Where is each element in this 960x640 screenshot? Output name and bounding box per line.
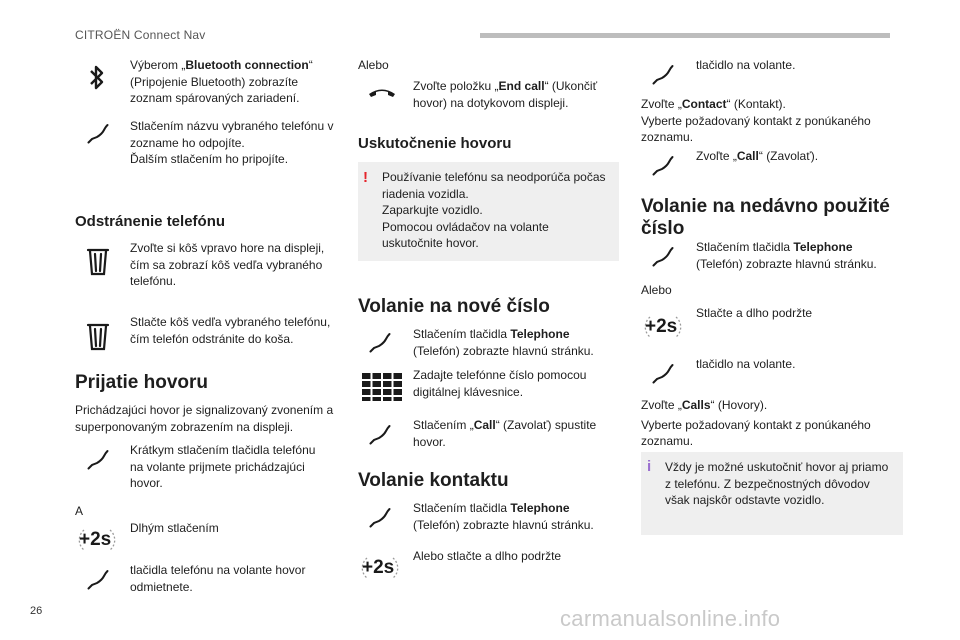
contact-step-1: Stlačením tlačidla Telephone (Telefón) zobrazte hlavnú stránku. [413,501,594,532]
receive-call-heading: Prijatie hovoru [75,372,209,393]
tap-icon [368,505,392,529]
receive-intro: Prichádzajúci hovor je signalizovaný zvonením a superponovaným zobrazením na displeji. [75,403,334,434]
header-bar [480,33,890,38]
remove-step-1: Zvoľte si kôš vpravo hore na displeji, čím sa zobrazí kôš vedľa vybraného telefónu. [130,241,325,289]
new-step-3: Stlačením „Call“ (Zavolať) spustite hovor. [413,418,597,449]
calls-text: Zvoľte „Calls“ (Hovory). Vyberte požadovaný kontakt z ponúkaného zoznamu. [641,398,871,449]
new-step-1: Stlačením tlačidla Telephone (Telefón) zobrazte hlavnú stránku. [413,327,594,358]
call-contact-heading: Volanie kontaktu [358,470,509,491]
info-text: Vždy je možné uskutočniť hovor aj priamo z telefónu. Z bezpečnostných dôvodov však najskôr odstavte vozidlo. [665,460,889,508]
bluetooth-connection-text: Výberom „Bluetooth connection“ (Pripojenie Bluetooth) zobrazíte zoznam spárovaných zariadení. [130,58,313,106]
receive-long-text: Dlhým stlačením [130,521,219,535]
tap-icon [651,153,675,177]
recent-step-2: Stlačte a dlho podržte [696,306,813,320]
call-text: Zvoľte „Call“ (Zavolať). [696,149,819,163]
tap-icon [651,244,675,268]
contact-step-2: Alebo stlačte a dlho podržte [413,549,562,563]
press-badge-text: +2s [79,529,112,550]
tap-icon [651,62,675,86]
receive-short-text: Krátkym stlačením tlačidla telefónu na volante prijmete prichádzajúci hovor. [130,443,316,491]
keypad-icon [362,373,402,401]
alebo-label: Alebo [358,58,389,72]
page-number: 26 [30,605,43,617]
press-badge-text: +2s [645,316,678,337]
press-badge-text: +2s [362,557,395,578]
new-number-heading: Volanie na nové číslo [358,296,550,317]
info-icon: i [647,458,652,475]
trash-icon [86,322,110,352]
letter-a: A [75,504,84,518]
recent-number-heading: Volanie na nedávno použité číslo [641,196,890,239]
end-call-text: Zvoľte položku „End call“ (Ukončiť hovor) na dotykovom displeji. [413,79,598,110]
info-note [641,452,903,535]
trash-icon [86,247,110,277]
watermark: carmanualsonline.info [560,606,781,631]
tap-icon [86,567,110,591]
long-press-2s-icon [641,313,685,341]
remove-step-2: Stlačte kôš vedľa vybraného telefónu, čím telefón odstránite do koša. [130,315,331,346]
end-call-icon [367,85,397,99]
warning-text: Používanie telefónu sa neodporúča počas riadenia vozidla. Zaparkujte vozidlo. Pomocou ovládačov na volante uskutočnite hovor. [382,170,606,251]
tap-icon [651,361,675,385]
receive-reject-text: tlačidla telefónu na volante hovor odmietnete. [130,563,306,594]
disconnect-text: Stlačením názvu vybraného telefónu v zozname ho odpojíte. Ďalším stlačením ho pripojíte. [130,119,334,167]
header-title: CITROËN Connect Nav [75,28,206,42]
new-step-2: Zadajte telefónne číslo pomocou digitálnej klávesnice. [413,368,587,399]
warning-icon: ! [363,169,368,186]
tap-icon [86,447,110,471]
warning-note [358,162,619,261]
long-press-2s-icon [358,554,402,582]
tap-icon [86,121,110,145]
long-press-2s-icon [75,526,119,554]
tap-icon [368,422,392,446]
remove-phone-heading: Odstránenie telefónu [75,213,226,230]
recent-step-3: tlačidlo na volante. [696,357,796,371]
select-contact-text: Zvoľte „Contact“ (Kontakt). Vyberte požadovaný kontakt z ponúkaného zoznamu. [641,97,871,145]
tap-icon [368,330,392,354]
alebo-label-2: Alebo [641,283,672,297]
wheel-button-text: tlačidlo na volante. [696,58,796,72]
bluetooth-icon [86,63,108,93]
make-call-heading: Uskutočnenie hovoru [358,135,512,152]
recent-step-1: Stlačením tlačidla Telephone (Telefón) zobrazte hlavnú stránku. [696,240,877,271]
